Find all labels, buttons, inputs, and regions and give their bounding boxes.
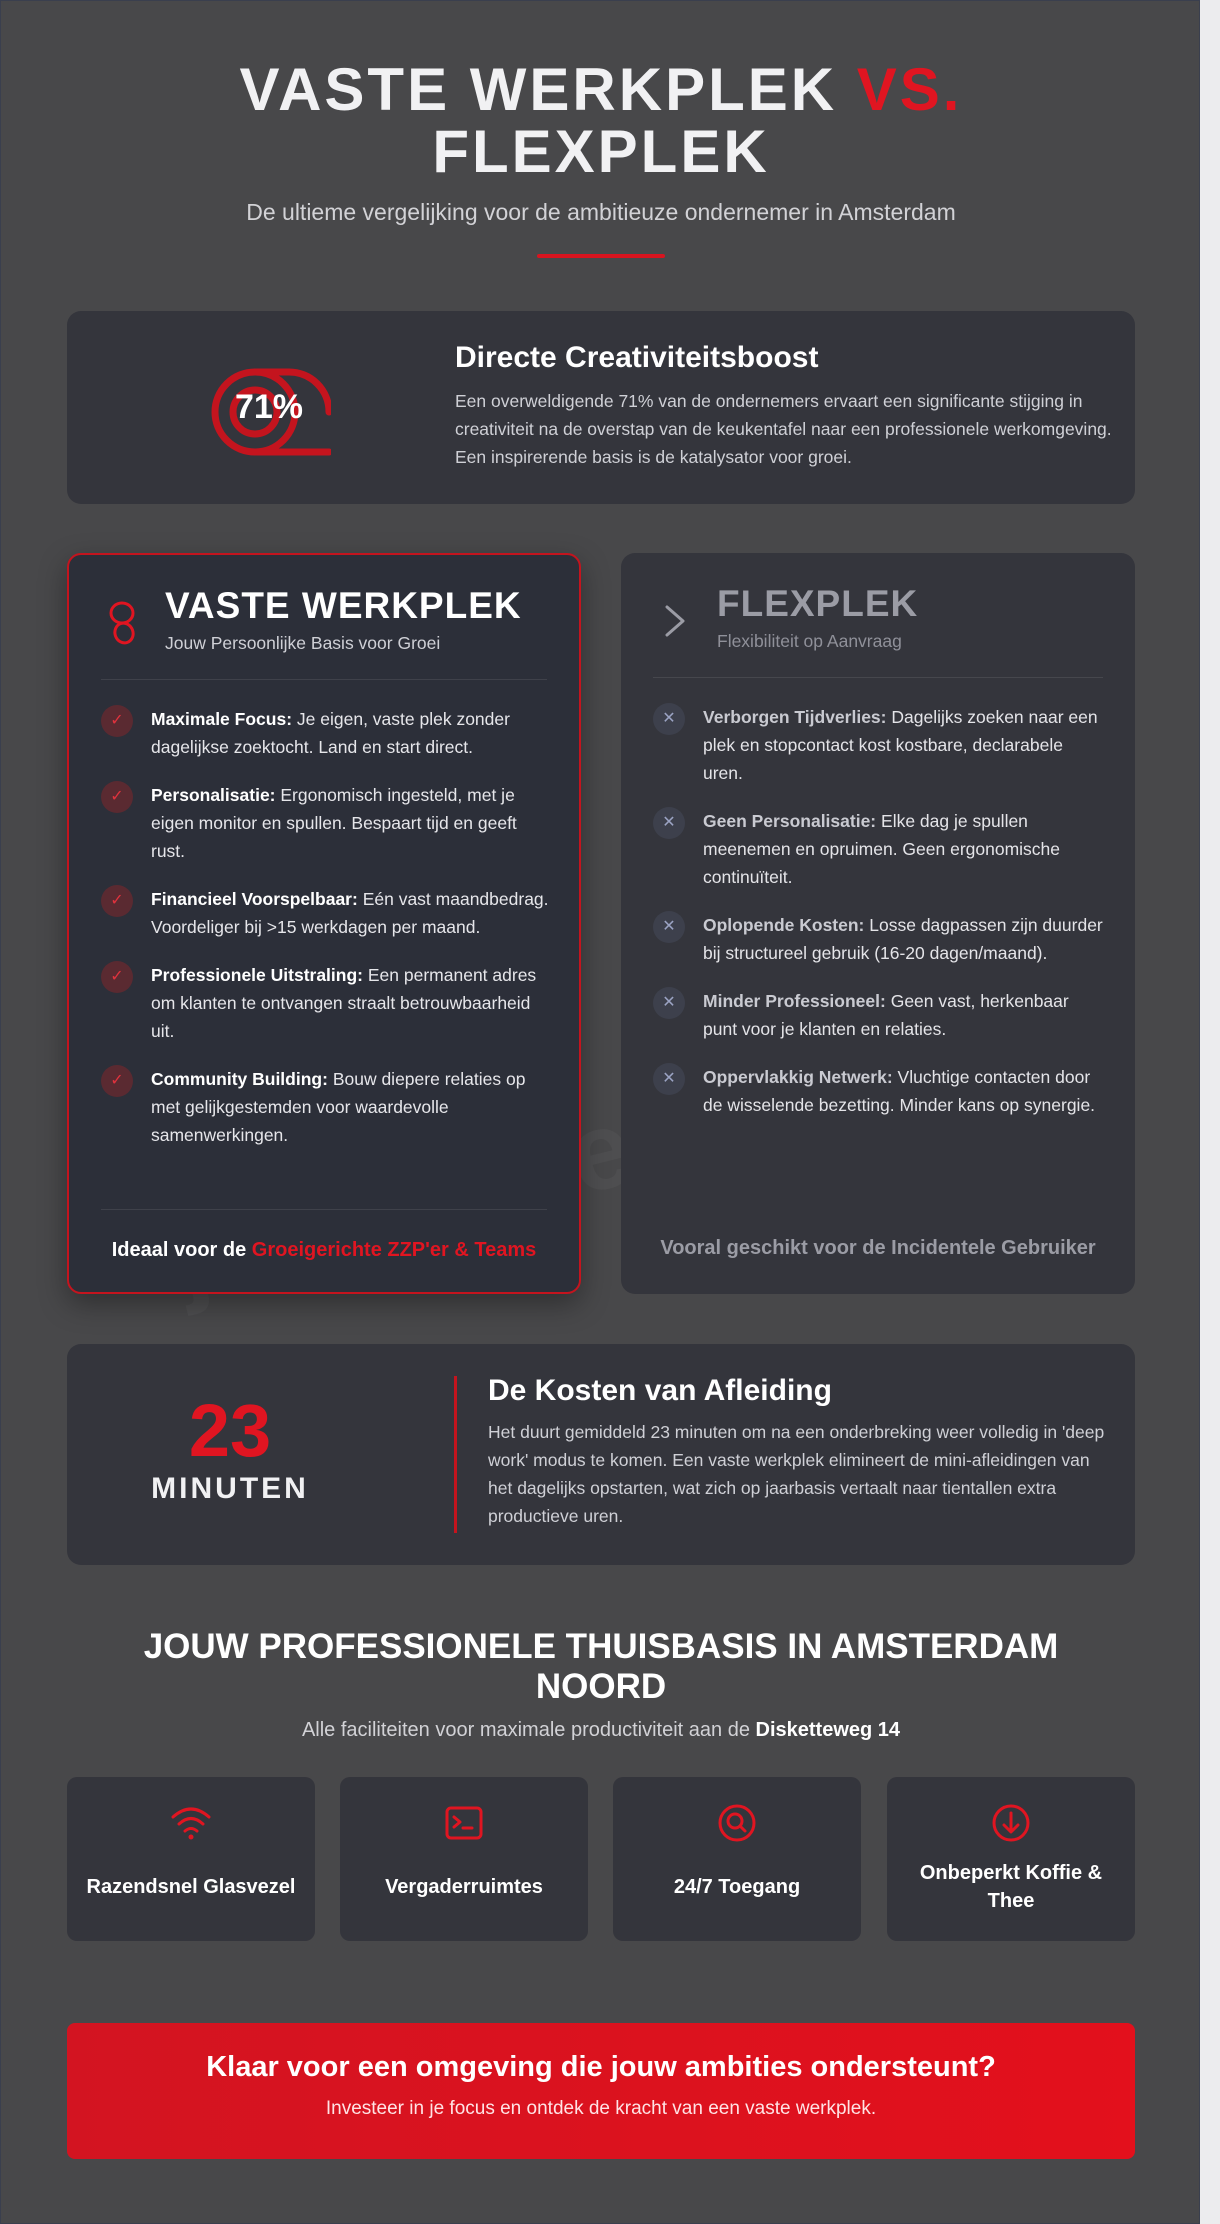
list-item	[653, 703, 1103, 787]
item-text: Vluchtige contacten door de wisselende bezetting. Minder kans op synergie.	[703, 1067, 1096, 1115]
flexplek-card	[621, 553, 1135, 1294]
check-icon: ✓	[101, 961, 133, 993]
check-icon: ✓	[101, 781, 133, 813]
vaste-werkplek-footer	[69, 1239, 579, 1262]
distraction-title: De Kosten van Afleiding	[488, 1374, 832, 1407]
facility-tile-koffie	[887, 1777, 1135, 1941]
list-item	[101, 961, 551, 1045]
title-part-1: VASTE WERKPLEK	[239, 56, 857, 123]
vaste-werkplek-card	[67, 553, 581, 1294]
item-text: Een permanent adres om klanten te ontvangen straalt betrouwbaarheid uit.	[151, 965, 537, 1041]
item-label: Community Building:	[151, 1069, 328, 1089]
check-icon: ✓	[101, 885, 133, 917]
list-item	[653, 987, 1103, 1043]
creativity-value: 71%	[234, 388, 304, 426]
cross-icon: ✕	[653, 987, 685, 1019]
list-item	[101, 781, 551, 865]
check-icon: ✓	[101, 1065, 133, 1097]
arrow-down-circle-icon	[989, 1801, 1033, 1845]
item-label: Financieel Voorspelbaar:	[151, 889, 358, 909]
list-item	[653, 807, 1103, 891]
facility-label: Vergaderruimtes	[385, 1876, 543, 1898]
vaste-werkplek-title: VASTE WERKPLEK	[165, 585, 522, 626]
divider	[101, 679, 547, 680]
infinity-icon	[105, 599, 139, 647]
title-part-2: FLEXPLEK	[432, 118, 770, 185]
creativity-title: Directe Creativiteitsboost	[455, 341, 819, 374]
item-label: Minder Professioneel:	[703, 991, 886, 1011]
distraction-value: 23	[188, 1389, 272, 1472]
item-label: Geen Personalisatie:	[703, 811, 877, 831]
chevron-right-icon	[657, 597, 691, 645]
flexplek-footer: Vooral geschikt voor de Incidentele Gebruiker	[660, 1237, 1096, 1259]
cta-banner[interactable]	[67, 2023, 1135, 2159]
creativity-text: Een overweldigende 71% van de ondernemers ervaart een significante stijging in creativiteit na de overstap van de keukentafel naar een professionele werkomgeving. Een inspirerende basis is de katalysator voor groei.	[455, 391, 1112, 467]
list-item	[101, 705, 551, 761]
subtitle-prefix: Alle faciliteiten voor maximale productiviteit aan de	[301, 1719, 756, 1741]
page-title	[1, 56, 1200, 185]
divider	[653, 677, 1103, 678]
search-icon	[715, 1801, 759, 1845]
item-text: Geen vast, herkenbaar punt voor je klanten en relaties.	[703, 991, 1069, 1039]
list-item	[101, 885, 551, 941]
item-text: Je eigen, vaste plek zonder dagelijkse zoektocht. Land en start direct.	[151, 709, 510, 757]
title-underline	[537, 254, 665, 258]
vaste-werkplek-subtitle: Jouw Persoonlijke Basis voor Groei	[165, 633, 441, 653]
facility-tile-glasvezel	[67, 1777, 315, 1941]
check-icon: ✓	[101, 705, 133, 737]
item-text: Bouw diepere relaties op met gelijkgestemden voor waardevolle samenwerkingen.	[151, 1069, 526, 1145]
flexplek-subtitle: Flexibiliteit op Aanvraag	[717, 631, 902, 651]
cta-title: Klaar voor een omgeving die jouw ambities ondersteunt?	[206, 2051, 996, 2083]
creativity-stat-panel	[67, 311, 1135, 504]
footer-prefix: Ideaal voor de	[111, 1239, 252, 1261]
facility-tile-vergaderruimtes	[340, 1777, 588, 1941]
cross-icon: ✕	[653, 911, 685, 943]
hero-header	[1, 56, 1200, 258]
facility-tile-toegang	[613, 1777, 861, 1941]
facility-label: Onbeperkt Koffie & Thee	[919, 1862, 1103, 1912]
item-label: Oplopende Kosten:	[703, 915, 865, 935]
list-item	[653, 911, 1103, 967]
facilities-subtitle	[1, 1719, 1200, 1742]
vertical-divider	[454, 1376, 457, 1533]
item-label: Verborgen Tijdverlies:	[703, 707, 887, 727]
cta-text: Investeer in je focus en ontdek de kracht van een vaste werkplek.	[325, 2098, 877, 2119]
list-item	[101, 1065, 551, 1149]
cross-icon: ✕	[653, 807, 685, 839]
facility-label: 24/7 Toegang	[673, 1876, 801, 1898]
distraction-text: Het duurt gemiddeld 23 minuten om na een onderbreking weer volledig in 'deep work' modus te komen. Een vaste werkplek elimineert de mini-afleidingen van het dagelijks opstarten, wat zich op jaarbasis vertaalt naar tientallen extra productieve uren.	[488, 1422, 1105, 1526]
flexplek-title: FLEXPLEK	[717, 583, 919, 624]
wifi-icon	[169, 1801, 213, 1845]
item-label: Maximale Focus:	[151, 709, 293, 729]
distraction-stat-panel	[67, 1344, 1135, 1565]
item-text: Eén vast maandbedrag. Voordeliger bij >15 werkdagen per maand.	[151, 889, 549, 937]
list-item	[653, 1063, 1103, 1119]
item-text: Ergonomisch ingesteld, met je eigen monitor en spullen. Bespaart tijd en geeft rust.	[151, 785, 517, 861]
cross-icon: ✕	[653, 1063, 685, 1095]
item-text: Losse dagpassen zijn duurder bij structureel gebruik (16-20 dagen/maand).	[703, 915, 1103, 963]
facilities-title: JOUW PROFESSIONELE THUISBASIS IN AMSTERDAM NOORD	[143, 1627, 1059, 1706]
terminal-icon	[442, 1801, 486, 1845]
title-accent: VS.	[856, 56, 963, 123]
item-label: Oppervlakkig Netwerk:	[703, 1067, 893, 1087]
item-text: Elke dag je spullen meenemen en opruimen. Geen ergonomische continuïteit.	[703, 811, 1061, 887]
page-subtitle: De ultieme vergelijking voor de ambitieuze ondernemer in Amsterdam	[246, 199, 956, 225]
distraction-unit: MINUTEN	[151, 1472, 309, 1505]
vaste-werkplek-list	[101, 705, 551, 1169]
footer-highlight: Groeigerichte ZZP'er & Teams	[251, 1239, 537, 1261]
item-text: Dagelijks zoeken naar een plek en stopcontact kost kostbare, declarabele uren.	[703, 707, 1098, 783]
facility-label: Razendsnel Glasvezel	[86, 1876, 296, 1898]
divider	[101, 1209, 547, 1210]
cross-icon: ✕	[653, 703, 685, 735]
flexplek-list	[653, 703, 1103, 1139]
address: Disketteweg 14	[755, 1719, 901, 1741]
item-label: Personalisatie:	[151, 785, 276, 805]
item-label: Professionele Uitstraling:	[151, 965, 363, 985]
